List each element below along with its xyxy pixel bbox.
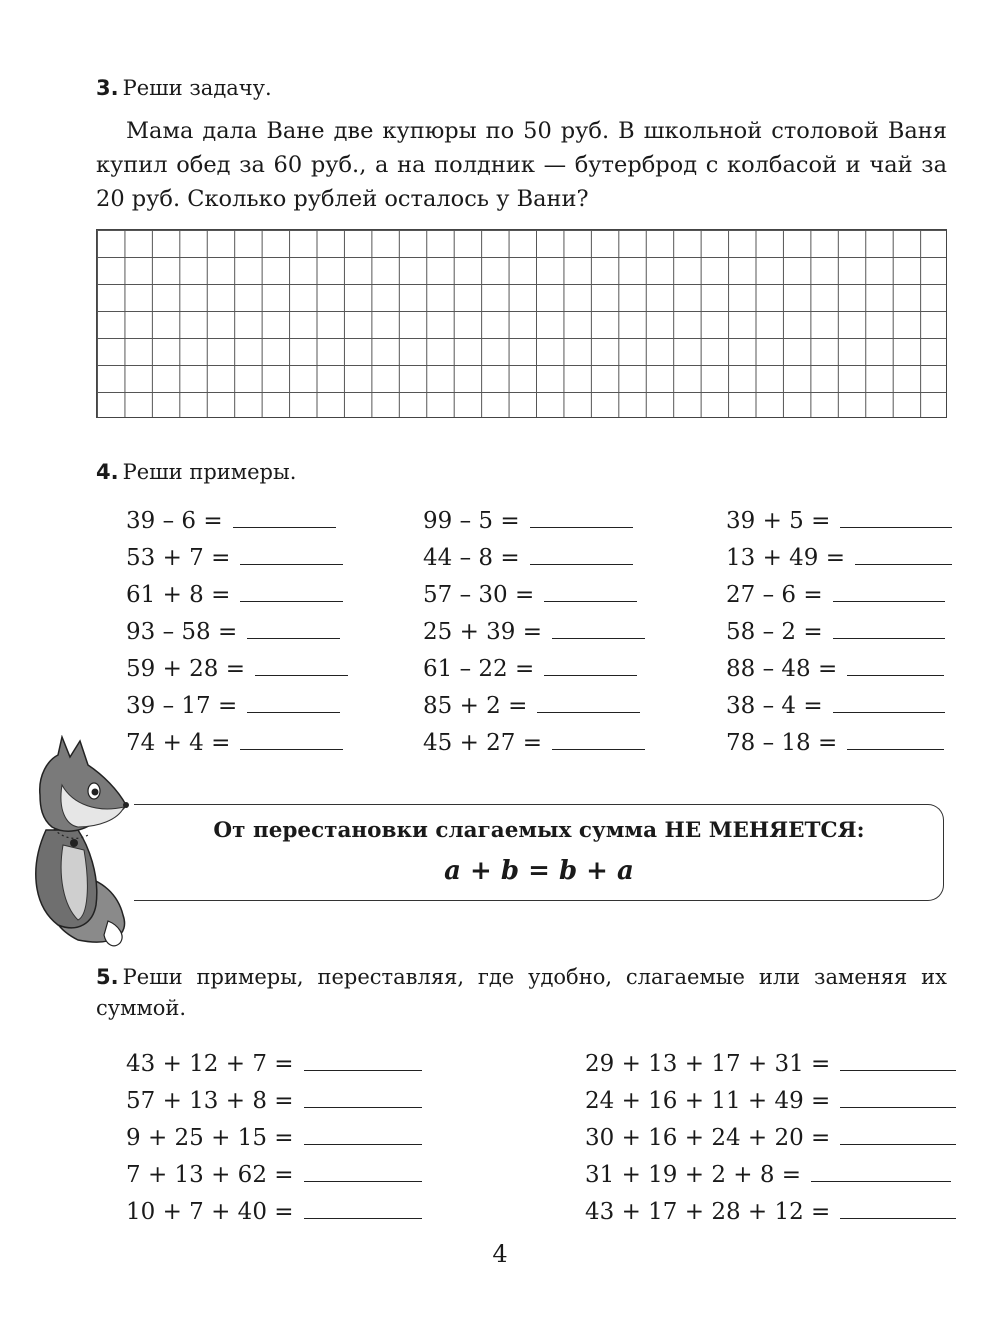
answer-line[interactable] bbox=[552, 637, 645, 639]
exercise-4-1-2 bbox=[126, 545, 343, 571]
exercise-expression: 39 – 17 = bbox=[126, 693, 238, 719]
answer-line[interactable] bbox=[530, 563, 633, 565]
answer-grid[interactable] bbox=[96, 229, 947, 418]
exercise-expression: 29 + 13 + 17 + 31 = bbox=[585, 1051, 831, 1077]
exercise-expression: 43 + 12 + 7 = bbox=[126, 1051, 294, 1077]
page-number: 4 bbox=[492, 1240, 508, 1268]
exercise-expression: 85 + 2 = bbox=[423, 693, 528, 719]
answer-line[interactable] bbox=[247, 637, 340, 639]
exercise-5-2-2 bbox=[585, 1088, 956, 1114]
exercise-5-1-5 bbox=[126, 1199, 422, 1225]
exercise-expression: 53 + 7 = bbox=[126, 545, 231, 571]
exercise-expression: 57 + 13 + 8 = bbox=[126, 1088, 294, 1114]
exercise-4-3-3 bbox=[726, 582, 945, 608]
answer-line[interactable] bbox=[833, 600, 945, 602]
answer-line[interactable] bbox=[530, 526, 633, 528]
exercise-4-1-6 bbox=[126, 693, 340, 719]
exercise-4-2-4 bbox=[423, 619, 645, 645]
task-5-number: 5. bbox=[96, 965, 119, 989]
answer-line[interactable] bbox=[811, 1180, 951, 1182]
exercise-4-1-1 bbox=[126, 508, 336, 534]
exercise-5-2-1 bbox=[585, 1051, 956, 1077]
exercise-expression: 44 – 8 = bbox=[423, 545, 520, 571]
exercise-expression: 31 + 19 + 2 + 8 = bbox=[585, 1162, 802, 1188]
exercise-expression: 30 + 16 + 24 + 20 = bbox=[585, 1125, 831, 1151]
exercise-4-3-5 bbox=[726, 656, 944, 682]
task-3-number: 3. bbox=[96, 76, 119, 100]
exercise-expression: 27 – 6 = bbox=[726, 582, 823, 608]
exercise-4-3-2 bbox=[726, 545, 952, 571]
answer-line[interactable] bbox=[833, 637, 945, 639]
answer-line[interactable] bbox=[840, 1106, 956, 1108]
exercise-expression: 99 – 5 = bbox=[423, 508, 520, 534]
exercise-5-1-2 bbox=[126, 1088, 422, 1114]
exercise-4-1-4 bbox=[126, 619, 340, 645]
task-4-heading bbox=[96, 460, 296, 484]
exercise-expression: 74 + 4 = bbox=[126, 730, 231, 756]
answer-line[interactable] bbox=[847, 674, 944, 676]
answer-line[interactable] bbox=[304, 1106, 422, 1108]
answer-line[interactable] bbox=[304, 1180, 422, 1182]
answer-line[interactable] bbox=[255, 674, 348, 676]
exercise-5-1-4 bbox=[126, 1162, 422, 1188]
exercise-expression: 13 + 49 = bbox=[726, 545, 846, 571]
exercise-4-1-5 bbox=[126, 656, 348, 682]
exercise-5-2-3 bbox=[585, 1125, 956, 1151]
exercise-4-2-5 bbox=[423, 656, 637, 682]
exercise-4-2-7 bbox=[423, 730, 645, 756]
exercise-5-1-1 bbox=[126, 1051, 422, 1077]
answer-line[interactable] bbox=[840, 1143, 956, 1145]
exercise-expression: 38 – 4 = bbox=[726, 693, 823, 719]
exercise-expression: 9 + 25 + 15 = bbox=[126, 1125, 294, 1151]
exercise-expression: 45 + 27 = bbox=[423, 730, 543, 756]
answer-line[interactable] bbox=[240, 748, 343, 750]
answer-line[interactable] bbox=[537, 711, 640, 713]
exercise-4-1-7 bbox=[126, 730, 343, 756]
rule-formula: a + b = b + a bbox=[444, 856, 634, 886]
exercise-5-2-4 bbox=[585, 1162, 951, 1188]
exercise-4-2-6 bbox=[423, 693, 640, 719]
answer-line[interactable] bbox=[544, 600, 637, 602]
exercise-expression: 78 – 18 = bbox=[726, 730, 838, 756]
task-3-heading bbox=[96, 76, 272, 100]
answer-line[interactable] bbox=[304, 1069, 422, 1071]
answer-line[interactable] bbox=[840, 1069, 956, 1071]
exercise-4-2-2 bbox=[423, 545, 633, 571]
answer-line[interactable] bbox=[233, 526, 336, 528]
exercise-expression: 88 – 48 = bbox=[726, 656, 838, 682]
answer-line[interactable] bbox=[304, 1143, 422, 1145]
exercise-5-1-3 bbox=[126, 1125, 422, 1151]
answer-line[interactable] bbox=[544, 674, 637, 676]
exercise-expression: 39 – 6 = bbox=[126, 508, 223, 534]
answer-line[interactable] bbox=[247, 711, 340, 713]
answer-line[interactable] bbox=[833, 711, 945, 713]
task-3-title: Реши задачу. bbox=[122, 76, 272, 100]
exercise-expression: 43 + 17 + 28 + 12 = bbox=[585, 1199, 831, 1225]
exercise-4-1-3 bbox=[126, 582, 343, 608]
exercise-expression: 61 + 8 = bbox=[126, 582, 231, 608]
task-4-number: 4. bbox=[96, 460, 119, 484]
exercise-expression: 59 + 28 = bbox=[126, 656, 246, 682]
exercise-4-3-1 bbox=[726, 508, 952, 534]
task-3-text: Мама дала Ване две купюры по 50 руб. В школьной столовой Ваня купил обед за 60 руб., а на полдник — бутерброд с колбасой и чай за 20 руб. Сколько рублей осталось у Вани? bbox=[96, 118, 947, 212]
task-5-title: Реши примеры, переставляя, где удобно, слагаемые или заменяя их суммой. bbox=[96, 965, 947, 1020]
exercise-expression: 25 + 39 = bbox=[423, 619, 543, 645]
exercise-4-2-3 bbox=[423, 582, 637, 608]
exercise-expression: 39 + 5 = bbox=[726, 508, 831, 534]
exercise-4-3-4 bbox=[726, 619, 945, 645]
exercise-4-3-6 bbox=[726, 693, 945, 719]
exercise-expression: 58 – 2 = bbox=[726, 619, 823, 645]
exercise-expression: 10 + 7 + 40 = bbox=[126, 1199, 294, 1225]
exercise-4-2-1 bbox=[423, 508, 633, 534]
answer-line[interactable] bbox=[847, 748, 944, 750]
exercise-expression: 93 – 58 = bbox=[126, 619, 238, 645]
task-4-title: Реши примеры. bbox=[122, 460, 297, 484]
answer-line[interactable] bbox=[855, 563, 952, 565]
answer-line[interactable] bbox=[552, 748, 645, 750]
answer-line[interactable] bbox=[304, 1217, 422, 1219]
answer-line[interactable] bbox=[240, 600, 343, 602]
exercise-expression: 61 – 22 = bbox=[423, 656, 535, 682]
exercise-expression: 24 + 16 + 11 + 49 = bbox=[585, 1088, 831, 1114]
task-5-heading bbox=[96, 962, 947, 1024]
exercise-5-2-5 bbox=[585, 1199, 956, 1225]
answer-line[interactable] bbox=[840, 1217, 956, 1219]
exercise-4-3-7 bbox=[726, 730, 944, 756]
answer-line[interactable] bbox=[240, 563, 343, 565]
exercise-expression: 57 – 30 = bbox=[423, 582, 535, 608]
answer-line[interactable] bbox=[840, 526, 952, 528]
rule-text: От перестановки слагаемых сумма НЕ МЕНЯЕТСЯ: bbox=[213, 818, 865, 843]
exercise-expression: 7 + 13 + 62 = bbox=[126, 1162, 294, 1188]
